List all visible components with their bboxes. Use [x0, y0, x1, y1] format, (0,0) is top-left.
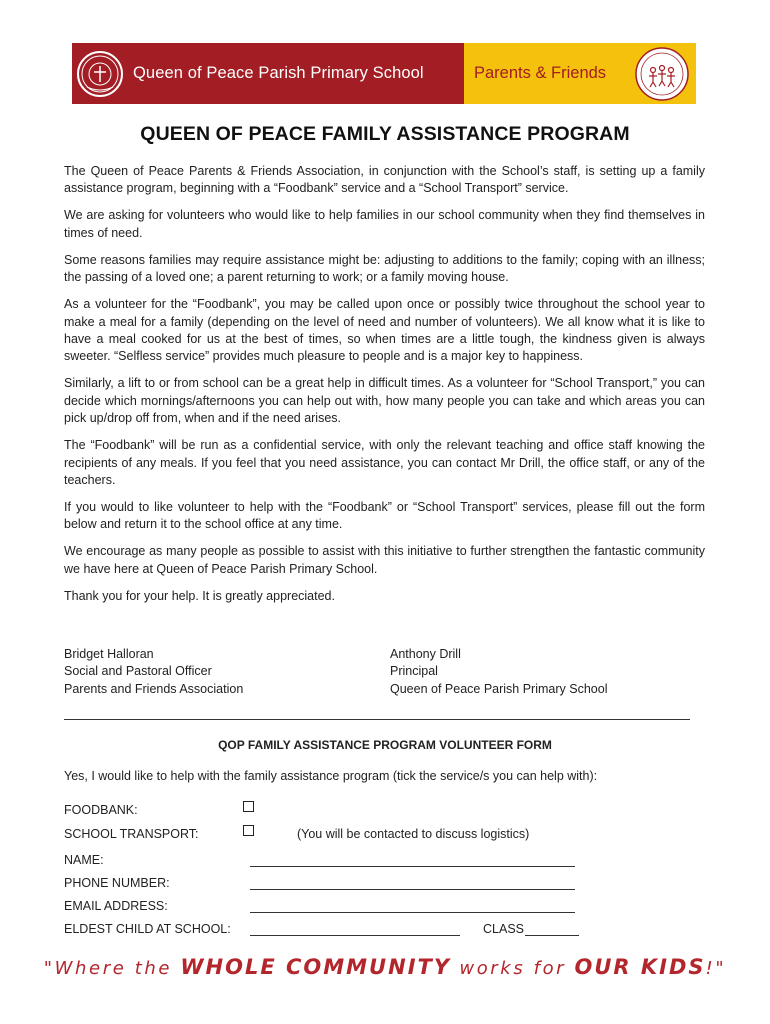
paragraph: We are asking for volunteers who would like to help families in our school community when they find themselves in times of need.	[64, 208, 705, 240]
email-field[interactable]	[250, 912, 575, 913]
paragraph: The Queen of Peace Parents & Friends Association, in conjunction with the School’s staff, is setting up a family assistance program, beginning with a “Foodbank” service and a “School Transport” service.	[64, 164, 705, 196]
paragraph: We encourage as many people as possible to assist with this initiative to further strengthen the fantastic community we have here at Queen of Peace Parish Primary School.	[64, 544, 705, 576]
form-intro: Yes, I would like to help with the family assistance program (tick the service/s you can help with):	[64, 769, 598, 783]
signatory-name: Bridget Halloran	[64, 647, 154, 661]
slogan-part: works for	[451, 958, 575, 979]
form-title: QOP FAMILY ASSISTANCE PROGRAM VOLUNTEER FORM	[218, 738, 552, 752]
school-crest-icon	[77, 51, 123, 97]
paragraph: Some reasons families may require assistance might be: adjusting to additions to the family; coping with an illness; the passing of a loved one; a parent returning to work; or a family moving house.	[64, 252, 705, 285]
slogan-part: "Where the	[43, 958, 181, 979]
page-title: QUEEN OF PEACE FAMILY ASSISTANCE PROGRAM	[140, 123, 630, 145]
paragraph: The “Foodbank” will be run as a confidential service, with only the relevant teaching and office staff knowing the recipients of any meals. If you feel that you need assistance, you can contact Mr Drill, the office staff, or any of the teachers.	[64, 438, 705, 488]
cut-line-divider	[64, 719, 690, 720]
phone-label: PHONE NUMBER:	[64, 876, 170, 890]
school-name: Queen of Peace Parish Primary School	[133, 64, 424, 82]
signatory-org: Parents and Friends Association	[64, 681, 244, 696]
slogan-part: !"	[705, 958, 727, 979]
pf-name: Parents & Friends	[474, 64, 607, 82]
signatory-name: Anthony Drill	[390, 647, 461, 661]
pf-logo-icon	[634, 46, 690, 102]
paragraph: Similarly, a lift to or from school can be a great help in difficult times. As a volunteer for “School Transport,” you can decide which mornings/afternoons you can help out with, how many people you can take and which areas you can pick up/drop off from, when and if the need arises.	[64, 376, 705, 426]
transport-note: (You will be contacted to discuss logistics)	[297, 827, 530, 841]
header-banner	[72, 43, 696, 104]
transport-label: SCHOOL TRANSPORT:	[64, 827, 199, 841]
slogan-emphasis: WHOLE COMMUNITY	[180, 955, 452, 979]
name-label: NAME:	[64, 853, 104, 867]
signatory-role: Principal	[390, 664, 438, 679]
paragraph: Thank you for your help. It is greatly appreciated.	[64, 588, 335, 603]
signatory-right	[390, 646, 607, 698]
school-banner	[72, 43, 464, 104]
foodbank-checkbox[interactable]	[243, 801, 254, 812]
signatory-org: Queen of Peace Parish Primary School	[390, 681, 608, 696]
class-field[interactable]	[525, 935, 579, 936]
name-field[interactable]	[250, 866, 575, 867]
paragraph: If you would to like volunteer to help with the “Foodbank” or “School Transport” services, please fill out the form below and return it to the school office at any time.	[64, 500, 705, 532]
phone-field[interactable]	[250, 889, 575, 890]
child-field[interactable]	[250, 935, 460, 936]
transport-checkbox[interactable]	[243, 825, 254, 836]
pf-banner	[464, 43, 696, 104]
child-label: ELDEST CHILD AT SCHOOL:	[64, 922, 231, 936]
slogan-emphasis: OUR KIDS	[574, 955, 706, 979]
class-label: CLASS	[483, 922, 524, 936]
paragraph: As a volunteer for the “Foodbank”, you may be called upon once or possibly twice throughout the school year to make a meal for a family (depending on the level of need and number of volunteers). We all know what it is like to have a meal cooked for us at the best of times, so when times are a little tough, the kindness given is always sweeter. “Selfless service” provides much pleasure to people and is a major key to happiness.	[64, 297, 705, 364]
foodbank-label: FOODBANK:	[64, 803, 138, 817]
footer-slogan	[0, 955, 770, 979]
letter-body	[64, 163, 705, 615]
signatory-left	[64, 646, 243, 698]
signatory-role: Social and Pastoral Officer	[64, 664, 212, 679]
email-label: EMAIL ADDRESS:	[64, 899, 168, 913]
